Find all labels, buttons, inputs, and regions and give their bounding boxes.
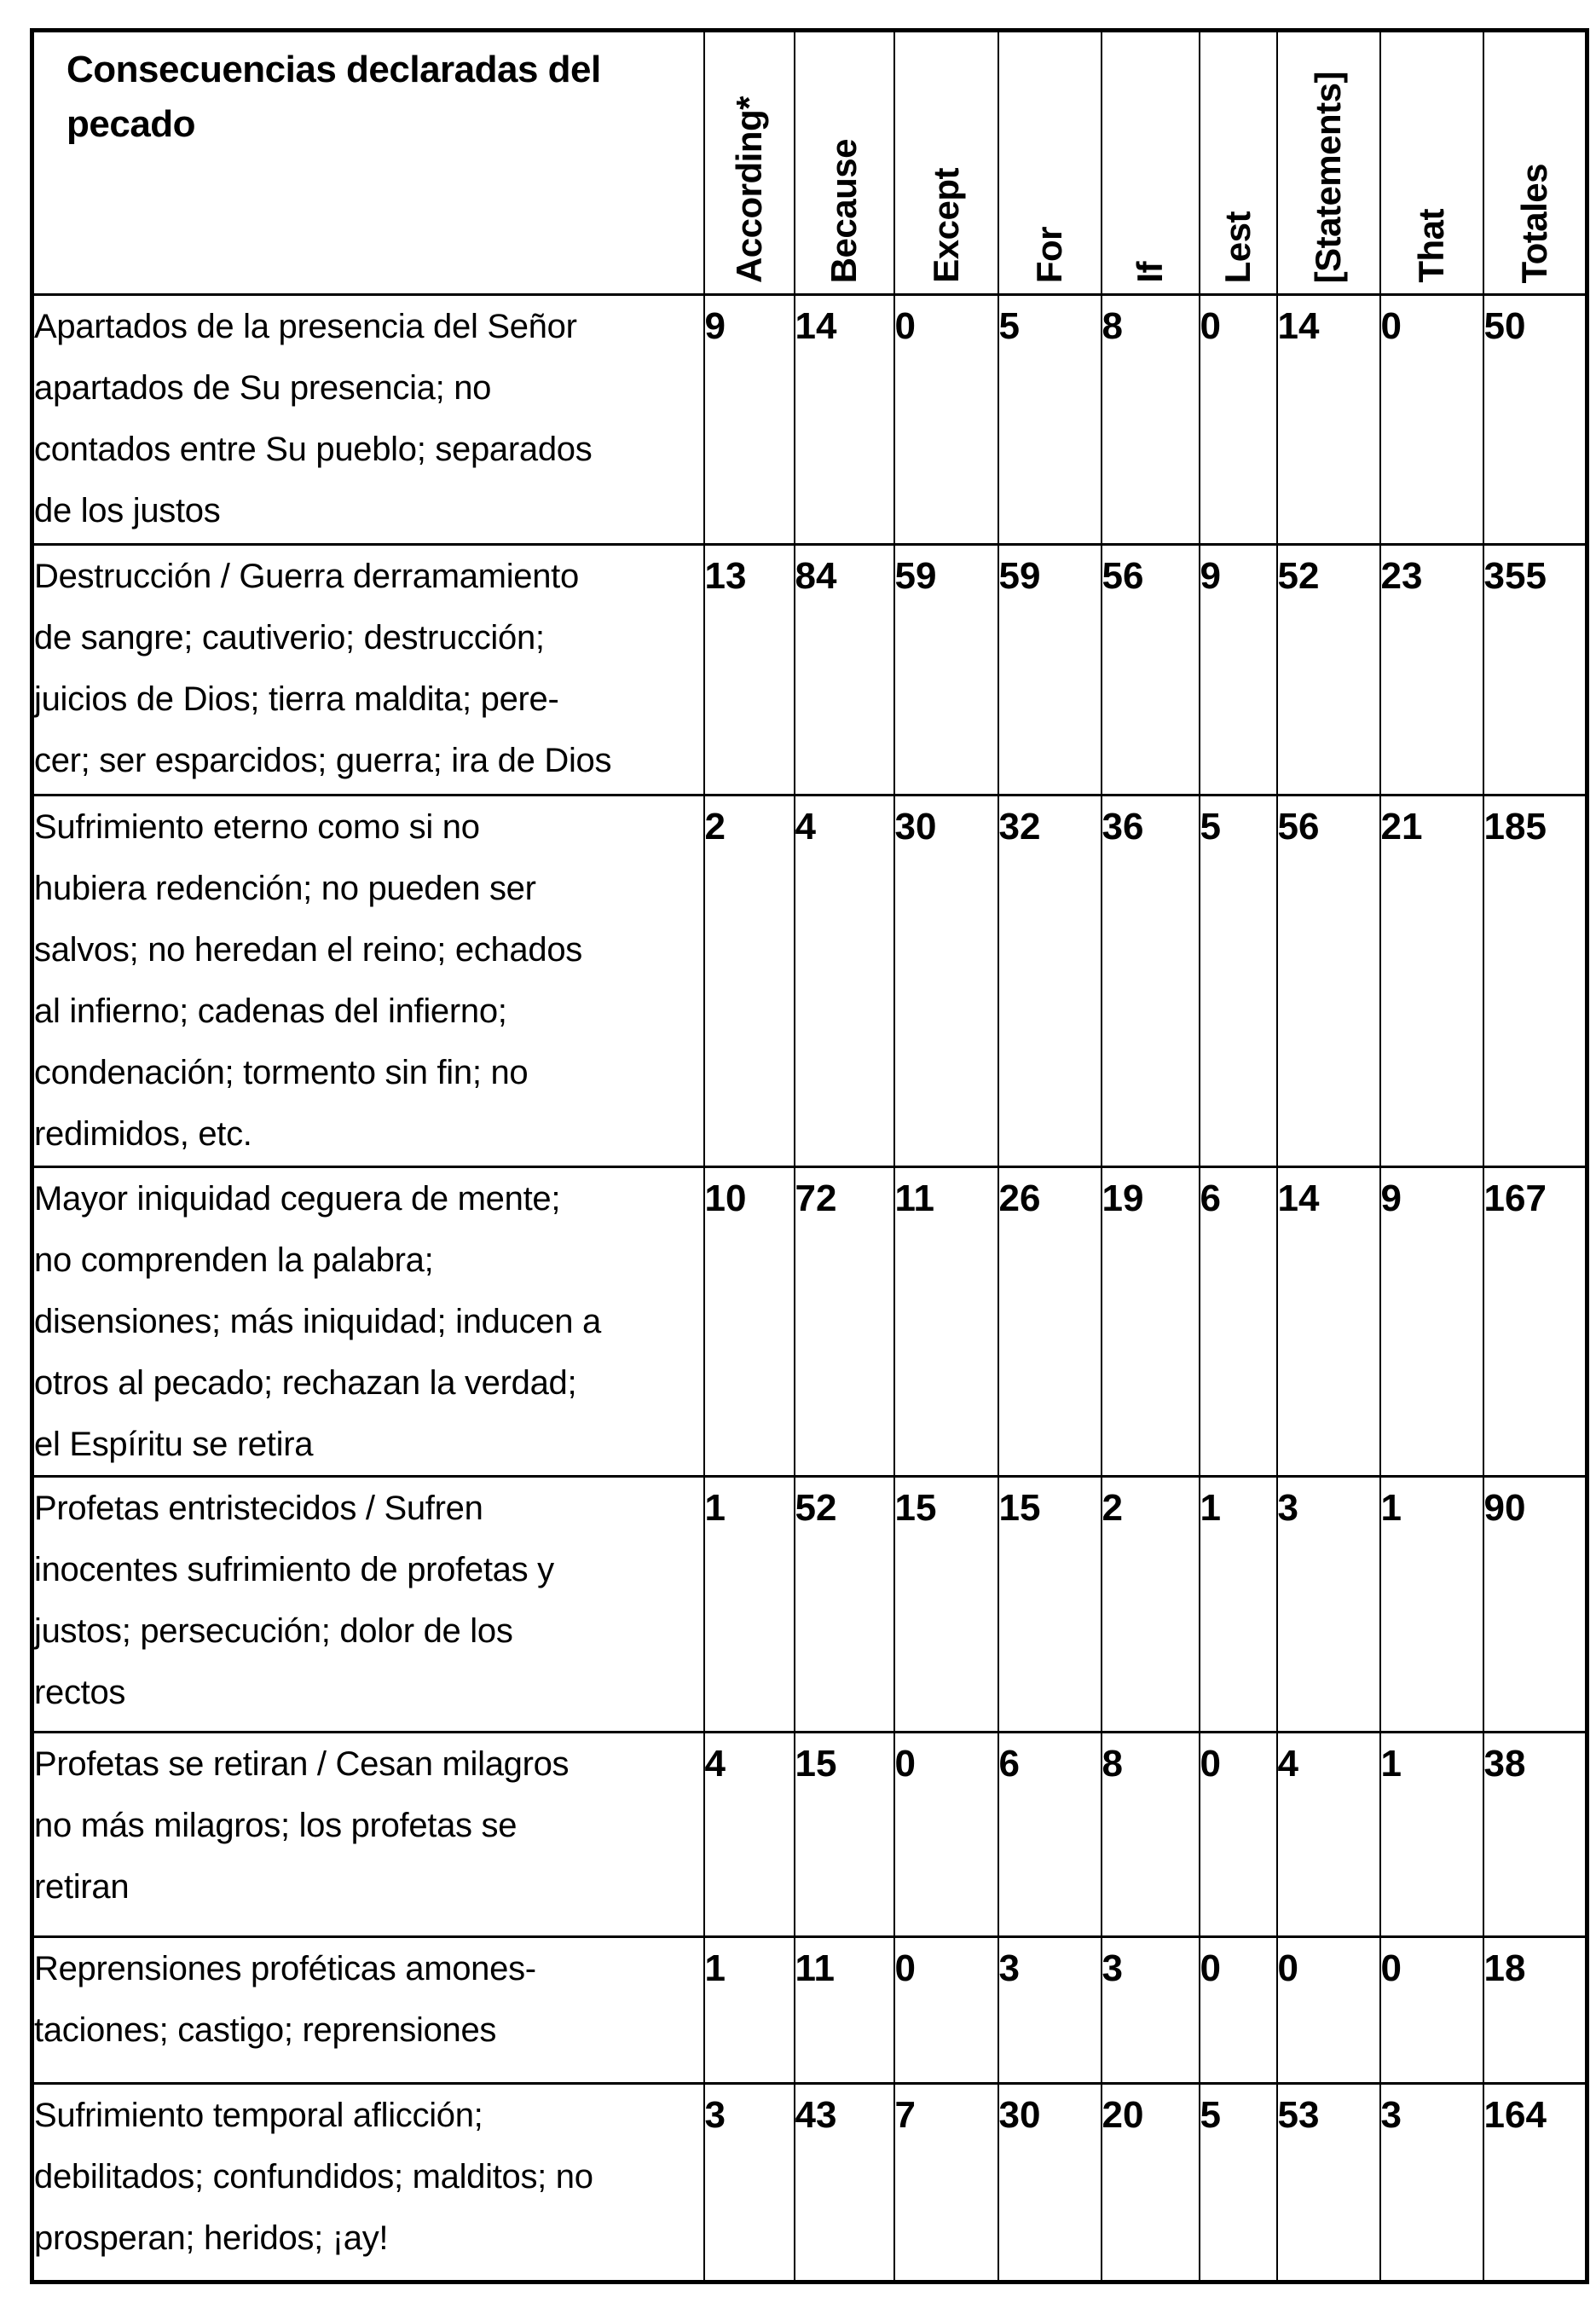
consequence-description-cell: [32, 545, 704, 796]
count-value: 1: [704, 1947, 726, 1989]
count-value: 72: [795, 1177, 837, 1219]
count-value: 0: [1380, 305, 1402, 347]
count-cell: [998, 2084, 1102, 2282]
count-value: 0: [1200, 1743, 1221, 1785]
count-cell: [998, 295, 1102, 545]
table-title-cell: [32, 31, 704, 295]
count-cell: [704, 2084, 795, 2282]
count-cell: [1277, 2084, 1380, 2282]
description-line: salvos; no heredan el reino; echados: [34, 931, 582, 969]
count-value: 30: [894, 806, 937, 848]
count-cell: [894, 1477, 998, 1733]
count-cell: [998, 1477, 1102, 1733]
column-header-label: [Statements]: [1308, 71, 1348, 283]
count-cell: [1380, 2084, 1483, 2282]
count-cell: [1277, 796, 1380, 1167]
description-line: Destrucción / Guerra derramamiento: [34, 558, 579, 595]
description-line: taciones; castigo; reprensiones: [34, 2011, 497, 2049]
count-cell: [704, 796, 795, 1167]
count-value: 15: [998, 1487, 1041, 1529]
description-line: disensiones; más iniquidad; inducen a: [34, 1303, 601, 1340]
count-cell: [1102, 545, 1200, 796]
count-cell: [1380, 1477, 1483, 1733]
description-line: Sufrimiento temporal aflicción;: [34, 2097, 483, 2134]
count-value: 38: [1483, 1743, 1526, 1785]
count-value: 7: [894, 2094, 916, 2136]
description-line: hubiera redención; no pueden ser: [34, 870, 536, 907]
table-row: [32, 1477, 1587, 1733]
count-value: 8: [1102, 1743, 1123, 1785]
description-line: retiran: [34, 1868, 130, 1906]
description-line: juicios de Dios; tierra maldita; pere-: [34, 680, 559, 718]
count-value: 1: [704, 1487, 726, 1529]
count-cell: [1380, 545, 1483, 796]
consequence-description-cell: [32, 1733, 704, 1937]
count-cell: [795, 796, 894, 1167]
count-cell: [795, 1167, 894, 1477]
count-value: 5: [998, 305, 1020, 347]
count-value: 84: [795, 555, 837, 597]
count-value: 6: [1200, 1177, 1221, 1219]
consequence-description-cell: [32, 2084, 704, 2282]
count-cell: [704, 295, 795, 545]
count-value: 1: [1200, 1487, 1221, 1529]
count-value: 164: [1483, 2094, 1547, 2136]
count-value: 14: [1277, 1177, 1320, 1219]
count-cell: [1200, 545, 1277, 796]
table-row: [32, 1167, 1587, 1477]
count-value: 56: [1277, 806, 1320, 848]
count-value: 355: [1483, 555, 1547, 597]
count-value: 4: [795, 806, 816, 848]
column-header-statements: [1277, 31, 1380, 295]
sin-consequences-table: [30, 28, 1589, 2284]
description-line: inocentes sufrimiento de profetas y: [34, 1551, 554, 1588]
count-value: 26: [998, 1177, 1041, 1219]
count-cell: [704, 1733, 795, 1937]
count-value: 0: [894, 1743, 916, 1785]
description-line: justos; persecución; dolor de los: [34, 1612, 513, 1650]
count-cell: [1102, 1477, 1200, 1733]
count-value: 6: [998, 1743, 1020, 1785]
description-line: Sufrimiento eterno como si no: [34, 808, 480, 846]
count-cell: [1277, 1477, 1380, 1733]
column-header-label: If: [1130, 262, 1170, 283]
count-value: 3: [704, 2094, 726, 2136]
column-header-label: For: [1029, 226, 1069, 283]
description-line: redimidos, etc.: [34, 1115, 252, 1153]
count-value: 11: [894, 1177, 935, 1219]
count-cell: [1200, 1733, 1277, 1937]
count-cell: [795, 295, 894, 545]
column-header-for: [998, 31, 1102, 295]
count-cell: [998, 1937, 1102, 2084]
count-value: 0: [1200, 1947, 1221, 1989]
description-line: Mayor iniquidad ceguera de mente;: [34, 1180, 561, 1218]
count-value: 3: [1277, 1487, 1298, 1529]
count-cell: [704, 545, 795, 796]
count-cell: [1200, 295, 1277, 545]
count-cell: [1483, 1477, 1587, 1733]
description-line: debilitados; confundidos; malditos; no: [34, 2158, 593, 2196]
description-line: Reprensiones proféticas amones-: [34, 1950, 536, 1987]
count-value: 32: [998, 806, 1041, 848]
count-value: 10: [704, 1177, 747, 1219]
description-line: el Espíritu se retira: [34, 1426, 314, 1463]
count-cell: [795, 1937, 894, 2084]
count-cell: [1102, 1733, 1200, 1937]
count-value: 52: [1277, 555, 1320, 597]
count-value: 1: [1380, 1487, 1402, 1529]
count-value: 59: [998, 555, 1041, 597]
count-cell: [704, 1167, 795, 1477]
count-cell: [1102, 1167, 1200, 1477]
count-cell: [894, 796, 998, 1167]
count-value: 9: [1200, 555, 1221, 597]
count-cell: [1277, 1733, 1380, 1937]
count-cell: [1483, 1167, 1587, 1477]
consequence-description-cell: [32, 1167, 704, 1477]
count-value: 19: [1102, 1177, 1144, 1219]
column-header-lest: [1200, 31, 1277, 295]
count-value: 23: [1380, 555, 1423, 597]
count-cell: [1277, 295, 1380, 545]
count-cell: [795, 1477, 894, 1733]
count-value: 9: [704, 305, 726, 347]
count-value: 8: [1102, 305, 1123, 347]
description-line: contados entre Su pueblo; separados: [34, 431, 593, 468]
count-value: 0: [894, 1947, 916, 1989]
count-cell: [1277, 545, 1380, 796]
column-header-except: [894, 31, 998, 295]
count-value: 1: [1380, 1743, 1402, 1785]
count-cell: [1380, 796, 1483, 1167]
count-cell: [998, 1733, 1102, 1937]
count-value: 15: [894, 1487, 937, 1529]
count-value: 185: [1483, 806, 1547, 848]
count-cell: [1483, 2084, 1587, 2282]
description-line: de los justos: [34, 492, 221, 529]
count-cell: [704, 1937, 795, 2084]
count-cell: [795, 1733, 894, 1937]
consequence-description-cell: [32, 1937, 704, 2084]
table-title: Consecuencias declaradas del pecado: [66, 49, 601, 145]
count-value: 0: [1200, 305, 1221, 347]
table-row: [32, 2084, 1587, 2282]
count-value: 52: [795, 1487, 837, 1529]
count-value: 21: [1380, 806, 1423, 848]
count-cell: [894, 2084, 998, 2282]
column-header-label: Lest: [1217, 211, 1258, 283]
description-line: Apartados de la presencia del Señor: [34, 308, 577, 345]
description-line: Profetas se retiran / Cesan milagros: [34, 1745, 570, 1783]
count-value: 43: [795, 2094, 837, 2136]
column-header-label: Except: [925, 168, 966, 283]
count-value: 18: [1483, 1947, 1526, 1989]
count-cell: [1483, 1733, 1587, 1937]
count-cell: [704, 1477, 795, 1733]
count-cell: [894, 1733, 998, 1937]
count-cell: [1483, 295, 1587, 545]
description-line: rectos: [34, 1674, 126, 1711]
count-cell: [1380, 1937, 1483, 2084]
count-value: 4: [1277, 1743, 1298, 1785]
count-value: 4: [704, 1743, 726, 1785]
count-value: 3: [998, 1947, 1020, 1989]
column-header-according: [704, 31, 795, 295]
description-line: no comprenden la palabra;: [34, 1241, 434, 1279]
count-value: 0: [894, 305, 916, 347]
description-line: no más milagros; los profetas se: [34, 1807, 518, 1844]
count-cell: [1200, 2084, 1277, 2282]
count-cell: [795, 545, 894, 796]
table-row: [32, 1733, 1587, 1937]
count-value: 59: [894, 555, 937, 597]
count-value: 36: [1102, 806, 1144, 848]
consequence-description-cell: [32, 796, 704, 1167]
column-header-label: According*: [728, 95, 769, 283]
count-value: 3: [1380, 2094, 1402, 2136]
column-header-label: That: [1411, 209, 1451, 283]
count-cell: [894, 295, 998, 545]
count-value: 11: [795, 1947, 836, 1989]
count-cell: [1277, 1167, 1380, 1477]
count-cell: [1483, 1937, 1587, 2084]
column-header-if: [1102, 31, 1200, 295]
count-value: 3: [1102, 1947, 1123, 1989]
column-header-that: [1380, 31, 1483, 295]
table-row: [32, 545, 1587, 796]
count-value: 15: [795, 1743, 837, 1785]
count-value: 0: [1277, 1947, 1298, 1989]
consequence-description-cell: [32, 1477, 704, 1733]
description-line: al infierno; cadenas del infierno;: [34, 992, 507, 1030]
column-header-label: Totales: [1513, 163, 1554, 283]
count-cell: [1200, 1937, 1277, 2084]
table-row: [32, 1937, 1587, 2084]
count-cell: [795, 2084, 894, 2282]
count-cell: [1380, 1167, 1483, 1477]
count-value: 5: [1200, 2094, 1221, 2136]
description-line: condenación; tormento sin fin; no: [34, 1054, 529, 1091]
count-cell: [1483, 796, 1587, 1167]
count-value: 167: [1483, 1177, 1547, 1219]
count-cell: [894, 545, 998, 796]
count-cell: [1380, 1733, 1483, 1937]
table-row: [32, 796, 1587, 1167]
count-value: 9: [1380, 1177, 1402, 1219]
count-cell: [1102, 295, 1200, 545]
count-value: 53: [1277, 2094, 1320, 2136]
count-cell: [1277, 1937, 1380, 2084]
description-line: prosperan; heridos; ¡ay!: [34, 2219, 389, 2257]
table-row: [32, 295, 1587, 545]
count-value: 56: [1102, 555, 1144, 597]
description-line: de sangre; cautiverio; destrucción;: [34, 619, 545, 657]
count-cell: [998, 796, 1102, 1167]
count-value: 14: [795, 305, 837, 347]
count-cell: [1200, 796, 1277, 1167]
count-cell: [998, 545, 1102, 796]
count-value: 2: [1102, 1487, 1123, 1529]
count-cell: [998, 1167, 1102, 1477]
count-cell: [1380, 295, 1483, 545]
count-value: 20: [1102, 2094, 1144, 2136]
column-header-label: Because: [824, 138, 864, 283]
column-header-because: [795, 31, 894, 295]
header-row: [32, 31, 1587, 295]
count-cell: [1102, 2084, 1200, 2282]
column-header-totales: [1483, 31, 1587, 295]
description-line: Profetas entristecidos / Sufren: [34, 1490, 483, 1527]
count-cell: [1102, 796, 1200, 1167]
count-value: 0: [1380, 1947, 1402, 1989]
count-value: 2: [704, 806, 726, 848]
count-cell: [1200, 1477, 1277, 1733]
count-cell: [894, 1167, 998, 1477]
count-cell: [1200, 1167, 1277, 1477]
count-cell: [1102, 1937, 1200, 2084]
description-line: otros al pecado; rechazan la verdad;: [34, 1364, 577, 1402]
count-value: 13: [704, 555, 747, 597]
count-value: 30: [998, 2094, 1041, 2136]
count-value: 50: [1483, 305, 1526, 347]
count-cell: [894, 1937, 998, 2084]
description-line: cer; ser esparcidos; guerra; ira de Dios: [34, 742, 612, 779]
count-value: 90: [1483, 1487, 1526, 1529]
count-value: 5: [1200, 806, 1221, 848]
count-value: 14: [1277, 305, 1320, 347]
consequence-description-cell: [32, 295, 704, 545]
description-line: apartados de Su presencia; no: [34, 369, 492, 407]
count-cell: [1483, 545, 1587, 796]
